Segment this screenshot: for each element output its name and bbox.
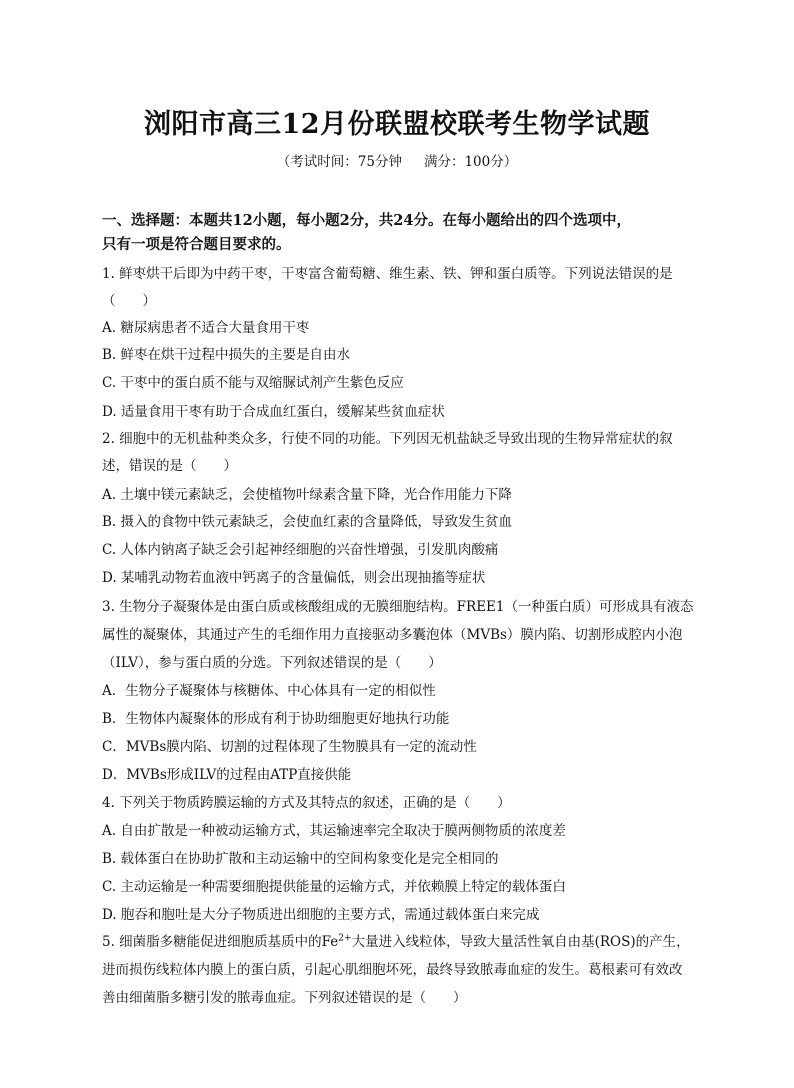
q2-option-a: A. 土壤中镁元素缺乏，会使植物叶绿素含量下降，光合作用能力下降	[102, 487, 512, 503]
q3-stem-cont2: （ILV），参与蛋白质的分选。下列叙述错误的是（ ）	[102, 655, 442, 671]
q3-stem: 3. 生物分子凝聚体是由蛋白质或核酸组成的无膜细胞结构。FREE1（一种蛋白质）可形成具有液态	[102, 599, 694, 615]
q1-option-d: D. 适量食用干枣有助于合成血红蛋白，缓解某些贫血症状	[102, 404, 445, 420]
q3-stem-cont1: 属性的凝聚体，其通过产生的毛细作用力直接驱动多囊泡体（MVBs）膜内陷、切割形成腔内小泡	[102, 627, 683, 643]
q2-stem-cont: 述，错误的是（ ）	[102, 458, 237, 474]
q2-option-c: C. 人体内钠离子缺乏会引起神经细胞的兴奋性增强，引发肌肉酸痛	[102, 542, 499, 558]
exam-info	[0, 150, 794, 170]
q3-option-c: C．MVBs膜内陷、切割的过程体现了生物膜具有一定的流动性	[102, 739, 477, 755]
q5-stem-text-2: 大量进入线粒体，导致大量活性氧自由基(ROS)的产生，	[351, 934, 690, 950]
exam-score: 满分：100分）	[423, 154, 518, 170]
q1-option-a: A. 糖尿病患者不适合大量食用干枣	[102, 320, 310, 336]
q1-option-c: C. 干枣中的蛋白质不能与双缩脲试剂产生紫色反应	[102, 375, 404, 391]
q3-option-b: B．生物体内凝聚体的形成有利于协助细胞更好地执行功能	[102, 711, 450, 727]
q5-stem-text: 5. 细菌脂多糖能促进细胞质基质中的Fe	[102, 934, 339, 950]
q4-option-d: D. 胞吞和胞吐是大分子物质进出细胞的主要方式，需通过载体蛋白来完成	[102, 907, 540, 923]
q1-option-b: B. 鲜枣在烘干过程中损失的主要是自由水	[102, 347, 351, 363]
q1-stem-cont: （ ）	[102, 293, 156, 309]
q4-option-a: A. 自由扩散是一种被动运输方式，其运输速率完全取决于膜两侧物质的浓度差	[102, 823, 566, 839]
exam-time: （考试时间：75分钟	[276, 154, 402, 170]
q5-stem	[102, 932, 702, 952]
iron-ion-charge: 2+	[338, 933, 352, 944]
q2-option-b: B. 摄入的食物中铁元素缺乏，会使血红素的含量降低，导致发生贫血	[102, 514, 513, 530]
q4-stem: 4. 下列关于物质跨膜运输的方式及其特点的叙述，正确的是（ ）	[102, 795, 511, 811]
section-heading: 一、选择题：本题共12小题，每小题2分，共24分。在每小题给出的四个选项中，	[102, 212, 631, 229]
q2-option-d: D. 某哺乳动物若血液中钙离子的含量偏低，则会出现抽搐等症状	[102, 570, 486, 586]
q5-stem-cont2: 善由细菌脂多糖引发的脓毒血症。下列叙述错误的是（ ）	[102, 990, 467, 1006]
q5-stem-cont1: 进而损伤线粒体内膜上的蛋白质，引起心肌细胞坏死，最终导致脓毒血症的发生。葛根素可有效改	[102, 962, 683, 978]
q3-option-d: D．MVBs形成ILV的过程由ATP直接供能	[102, 767, 352, 783]
q3-option-a: A．生物分子凝聚体与核糖体、中心体具有一定的相似性	[102, 683, 436, 699]
q1-stem: 1. 鲜枣烘干后即为中药干枣，干枣富含葡萄糖、维生素、铁、钾和蛋白质等。下列说法错误的是	[102, 266, 673, 282]
page-title: 浏阳市高三12月份联盟校联考生物学试题	[143, 109, 651, 140]
q4-option-b: B. 载体蛋白在协助扩散和主动运输中的空间构象变化是完全相同的	[102, 851, 499, 867]
q2-stem: 2. 细胞中的无机盐种类众多，行使不同的功能。下列因无机盐缺乏导致出现的生物异常症状的叙	[102, 431, 673, 447]
q4-option-c: C. 主动运输是一种需要细胞提供能量的运输方式，并依赖膜上特定的载体蛋白	[102, 879, 566, 895]
section-heading-cont: 只有一项是符合题目要求的。	[102, 236, 291, 253]
